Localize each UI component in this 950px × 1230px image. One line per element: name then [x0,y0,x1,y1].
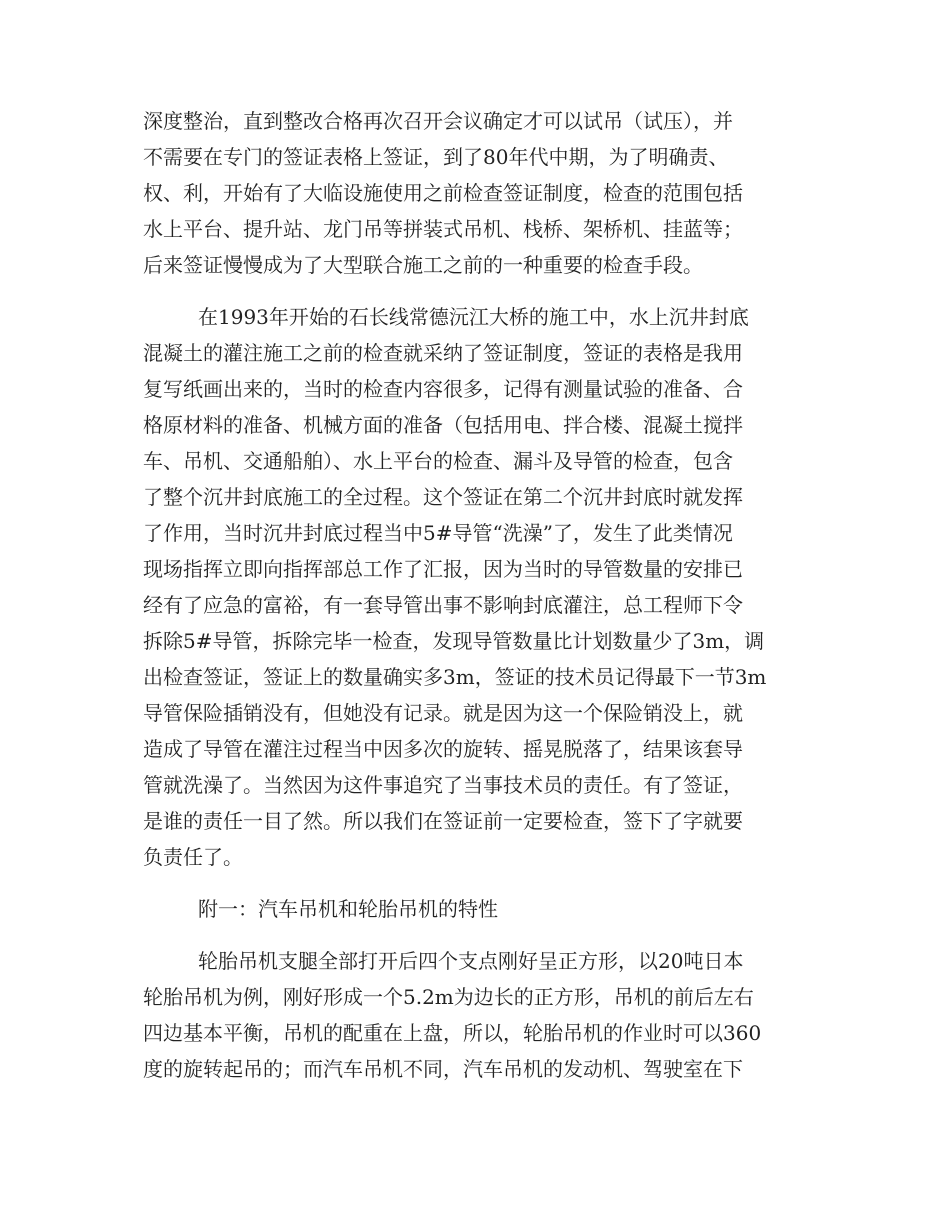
text-line: 导管保险插销没有，但她没有记录。就是因为这一个保险销没上，就 [143,701,743,725]
text-line: 复写纸画出来的，当时的检查内容很多，记得有测量试验的准备、合 [143,377,743,401]
text-line: 度的旋转起吊的；而汽车吊机不同，汽车吊机的发动机、驾驶室在下 [143,1057,743,1081]
text-line: 管就洗澡了。当然因为这件事追究了当事技术员的责任。有了签证， [143,773,743,797]
text-line: 水上平台、提升站、龙门吊等拼装式吊机、栈桥、架桥机、挂蓝等； [143,217,743,241]
appendix-heading [143,891,809,927]
paragraph-1 [143,103,809,283]
text-line: 格原材料的准备、机械方面的准备（包括用电、拌合楼、混凝土搅拌 [143,413,743,437]
document-page [143,103,809,1087]
text-line: 权、利，开始有了大临设施使用之前检查签证制度，检查的范围包括 [143,181,743,205]
text-line: 深度整治，直到整改合格再次召开会议确定才可以试吊（试压），并 [143,109,733,133]
text-line: 不需要在专门的签证表格上签证，到了80年代中期，为了明确责、 [143,145,729,169]
text-line: 四边基本平衡，吊机的配重在上盘，所以，轮胎吊机的作业时可以360 [143,1021,762,1045]
text-line: 造成了导管在灌注过程当中因多次的旋转、摇晃脱落了，结果该套导 [143,737,743,761]
text-line: 了作用，当时沉井封底过程当中5#导管“洗澡”了，发生了此类情况 [143,521,733,545]
text-line: 了整个沉井封底施工的全过程。这个签证在第二个沉井封底时就发挥 [143,485,743,509]
text-line: 混凝土的灌注施工之前的检查就采纳了签证制度，签证的表格是我用 [143,341,743,365]
text-line: 出检查签证，签证上的数量确实多3m，签证的技术员记得最下一节3m [143,665,767,689]
paragraph-4 [143,943,809,1087]
text-line: 负责任了。 [143,845,243,869]
text-line: 在1993年开始的石长线常德沅江大桥的施工中，水上沉井封底 [198,305,749,329]
paragraph-gap [143,283,809,299]
paragraph-2 [143,299,809,875]
text-line: 轮胎吊机为例，刚好形成一个5.2m为边长的正方形，吊机的前后左右 [143,985,754,1009]
paragraph-gap [143,875,809,891]
paragraph-gap [143,927,809,943]
text-line: 是谁的责任一目了然。所以我们在签证前一定要检查，签下了字就要 [143,809,743,833]
text-line: 轮胎吊机支腿全部打开后四个支点刚好呈正方形，以20吨日本 [198,949,744,973]
section-heading: 附一：汽车吊机和轮胎吊机的特性 [198,897,498,921]
text-line: 拆除5#导管，拆除完毕一检查，发现导管数量比计划数量少了3m，调 [143,629,765,653]
text-line: 现场指挥立即向指挥部总工作了汇报，因为当时的导管数量的安排已 [143,557,743,581]
text-line: 经有了应急的富裕，有一套导管出事不影响封底灌注，总工程师下令 [143,593,743,617]
text-line: 车、吊机、交通船舶）、水上平台的检查、漏斗及导管的检查，包含 [143,449,733,473]
text-line: 后来签证慢慢成为了大型联合施工之前的一种重要的检查手段。 [143,253,703,277]
